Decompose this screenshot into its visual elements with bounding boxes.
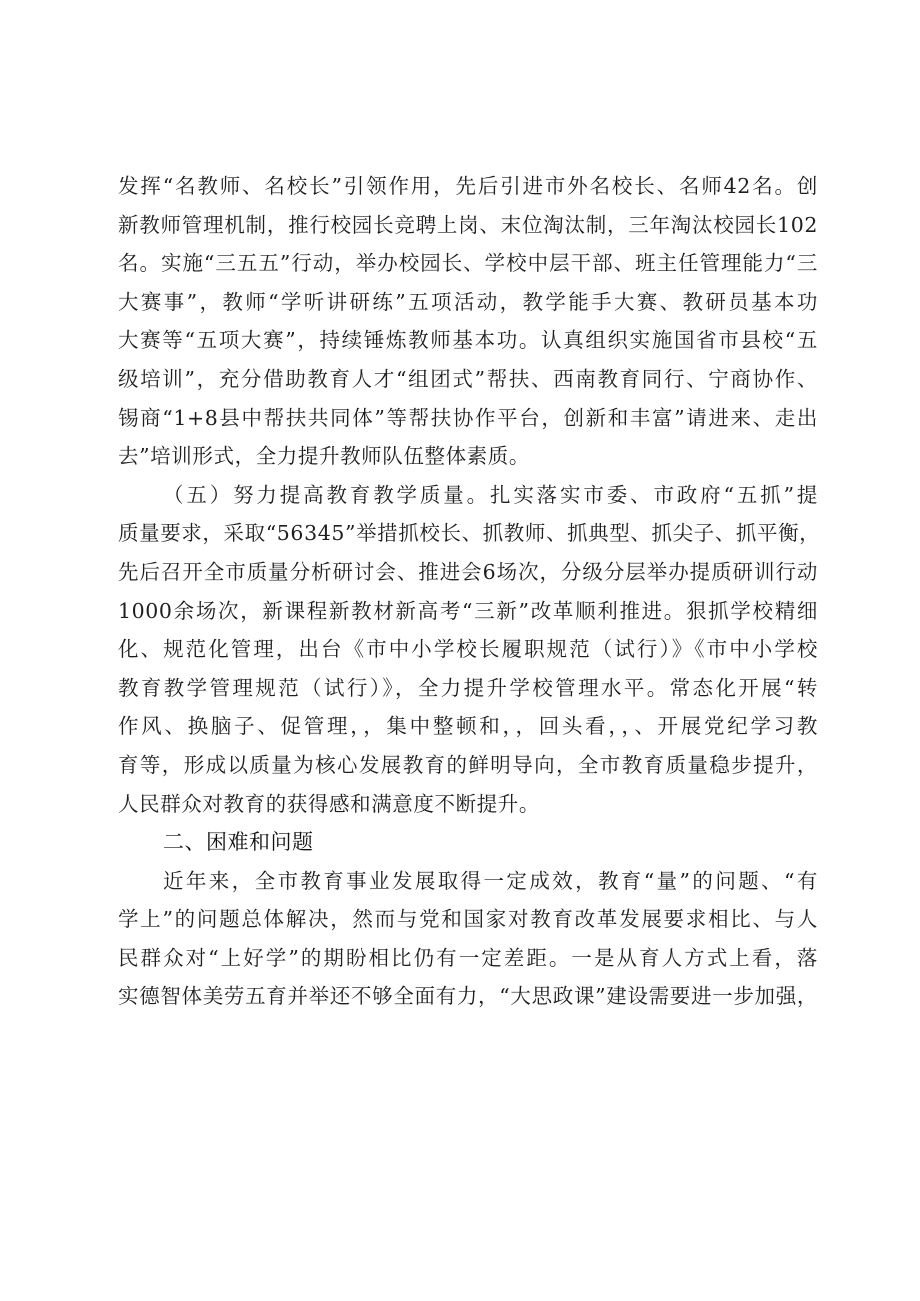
paragraph-teacher-development bbox=[118, 167, 818, 476]
text-line: 锡商“1+8县中帮扶共同体”等帮扶协作平台，创新和丰富”请进来、走出 bbox=[118, 405, 818, 430]
text-line: 民群众对“上好学”的期盼相比仍有一定差距。一是从育人方式上看，落 bbox=[118, 945, 818, 970]
text-line: 大赛事”，教师“学听讲研练”五项活动，教学能手大赛、教研员基本功 bbox=[118, 289, 818, 314]
text-line: 人民群众对教育的获得感和满意度不断提升。 bbox=[118, 791, 540, 816]
text-line: 实德智体美劳五育并举还不够全面有力，“大思政课”建设需要进一步加强， bbox=[118, 984, 818, 1009]
text-line: 作风、换脑子、促管理，，集中整顿和，，回头看，，、开展党纪学习教 bbox=[118, 714, 818, 739]
text-line: 新教师管理机制，推行校园长竞聘上岗、末位淘汰制，三年淘汰校园长102 bbox=[118, 212, 818, 237]
text-line: 教育教学管理规范（试行）》，全力提升学校管理水平。常态化开展“转 bbox=[118, 675, 818, 700]
text-line: 去”培训形式，全力提升教师队伍整体素质。 bbox=[118, 444, 530, 469]
text-line: 学上”的问题总体解决，然而与党和国家对教育改革发展要求相比、与人 bbox=[118, 907, 818, 932]
text-line: 近年来，全市教育事业发展取得一定成效，教育“量”的问题、“有 bbox=[163, 868, 818, 893]
paragraph-difficulties bbox=[118, 862, 818, 1016]
section-heading: 二、困难和问题 bbox=[163, 830, 314, 855]
paragraph-teaching-quality bbox=[118, 476, 821, 823]
text-line: 大赛等“五项大赛”，持续锤炼教师基本功。认真组织实施国省市县校“五 bbox=[118, 328, 818, 353]
text-line: 级培训”，充分借助教育人才“组团式”帮扶、西南教育同行、宁商协作、 bbox=[118, 366, 818, 391]
text-line: （五）努力提高教育教学质量。扎实落实市委、市政府“五抓”提 bbox=[163, 482, 818, 507]
text-line: 育等，形成以质量为核心发展教育的鲜明导向，全市教育质量稳步提升， bbox=[118, 752, 818, 777]
text-line: 先后召开全市质量分析研讨会、推进会6场次，分级分层举办提质研训行动 bbox=[118, 559, 818, 584]
document-body bbox=[118, 167, 821, 1016]
text-line: 名。实施“三五五”行动，举办校园长、学校中层干部、班主任管理能力“三 bbox=[118, 251, 818, 276]
text-line: 1000余场次，新课程新教材新高考“三新”改革顺利推进。狠抓学校精细 bbox=[118, 598, 818, 623]
text-line: 质量要求，采取“56345”举措抓校长、抓教师、抓典型、抓尖子、抓平衡， bbox=[118, 521, 821, 546]
text-line: 发挥“名教师、名校长”引领作用，先后引进市外名校长、名师42名。创 bbox=[118, 174, 818, 198]
text-line: 化、规范化管理，出台《市中小学校长履职规范（试行）》《市中小学校 bbox=[118, 637, 818, 662]
